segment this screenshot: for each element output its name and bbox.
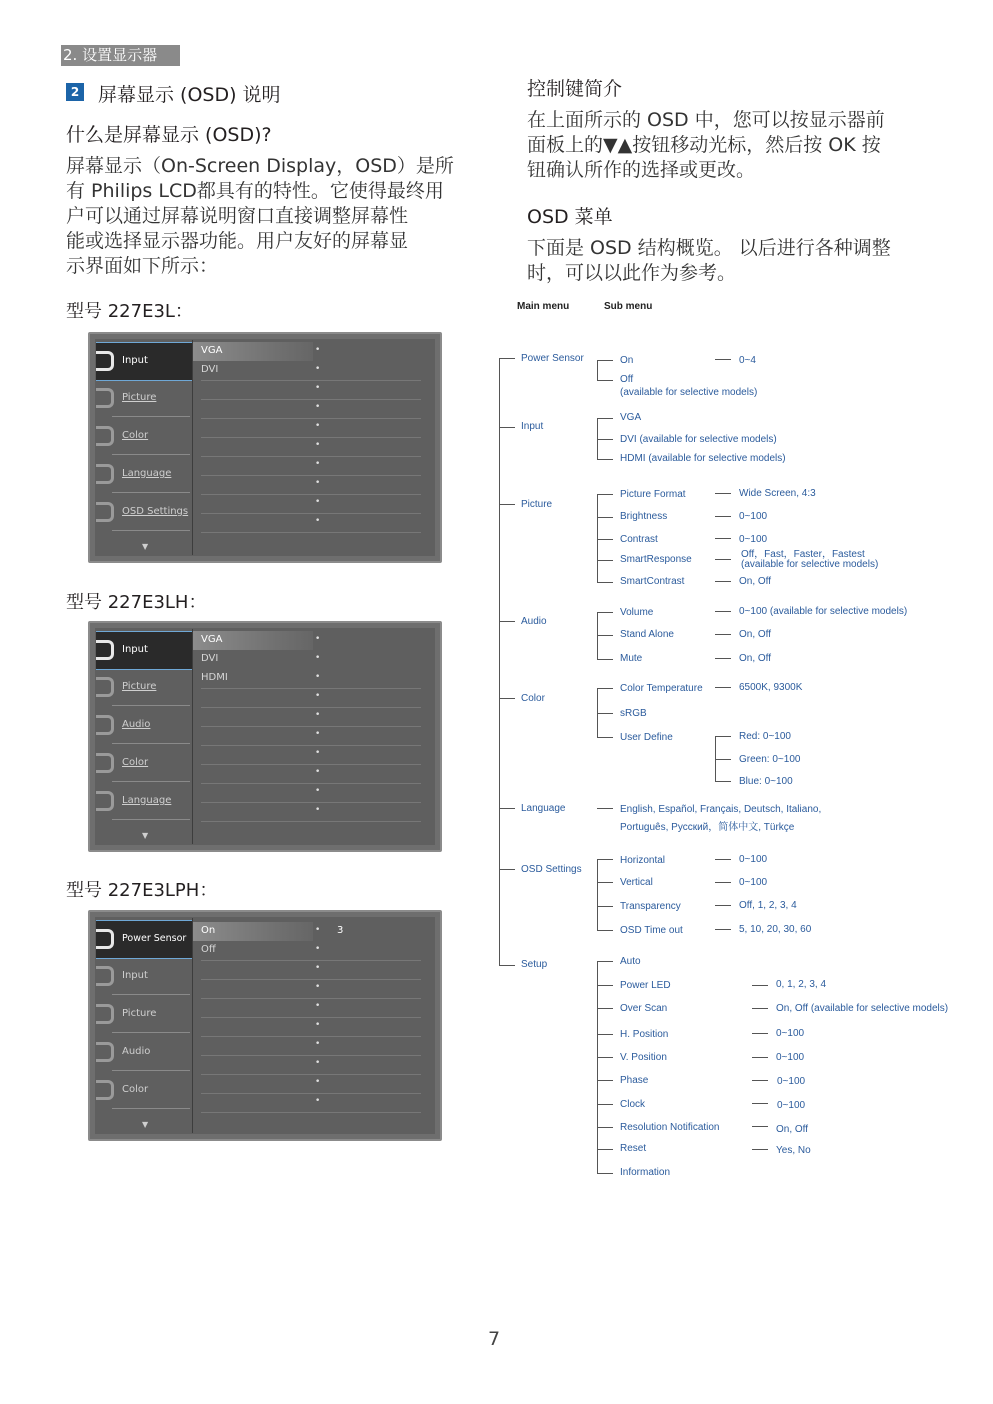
- tree-item: Horizontal: [620, 855, 666, 866]
- tree-value: 0~4: [739, 355, 756, 366]
- tree-item: DVI (available for selective models): [620, 434, 777, 445]
- scroll-down-arrow-icon: ▼: [142, 1120, 149, 1129]
- section-title: 屏幕显示 (OSD) 说明: [98, 84, 281, 106]
- main-menu-header: Main menu: [517, 301, 570, 312]
- tree-value: 0~100: [739, 534, 768, 545]
- tree-value: 0~100: [739, 854, 768, 865]
- tree-item: Português, Русский，简体中文, Türkçe: [620, 822, 795, 833]
- osd-menu-label: Input: [122, 355, 148, 366]
- tree-value: On, Off: [739, 653, 772, 664]
- tree-item: HDMI (available for selective models): [620, 453, 786, 464]
- tree-picture: Picture: [521, 499, 553, 510]
- tree-value: 0~100 (available for selective models): [739, 606, 908, 617]
- tree-input: Input: [521, 421, 544, 432]
- tree-value: 0~100: [777, 1100, 806, 1111]
- osd-screenshot-227e3l: Input Picture Color Language OSD Settings ▼ VGA DVI • • • • • • • • • •: [88, 332, 442, 563]
- body-line: 有 Philips LCD都具有的特性。它使得最终用: [66, 180, 444, 202]
- tree-value: On, Off: [739, 629, 772, 640]
- section-number-badge: 2: [66, 83, 84, 101]
- tree-language: Language: [521, 803, 566, 814]
- osd-screenshot-227e3lph: Power Sensor Input Picture Audio Color ▼ On Off 3 • • • • • • • • • •: [88, 910, 442, 1141]
- tree-item: On: [620, 355, 634, 366]
- osd-menu-label: Language: [122, 468, 172, 479]
- tree-value: 0, 1, 2, 3, 4: [776, 979, 827, 990]
- osd-sub-on: On: [193, 922, 313, 941]
- osd-menu-label: Color: [122, 757, 149, 768]
- page-number: 7: [488, 1328, 501, 1350]
- tree-item: Over Scan: [620, 1003, 668, 1014]
- tree-item: Resolution Notification: [620, 1122, 720, 1133]
- osd-menu-label: Input: [122, 970, 148, 981]
- tree-item: SmartResponse: [620, 554, 692, 565]
- tree-value: Off，Fast，Faster，Fastest: [741, 549, 865, 560]
- osd-sub-dvi: DVI: [201, 364, 219, 375]
- model-227e3lph-label: 型号 227E3LPH：: [66, 880, 218, 901]
- tree-value: 6500K, 9300K: [739, 682, 803, 693]
- tree-value: 5, 10, 20, 30, 60: [739, 924, 812, 935]
- osd-sub-vga: VGA: [193, 342, 313, 361]
- osd-menu-label: Input: [122, 644, 148, 655]
- osd-menu-label: Picture: [122, 392, 157, 403]
- tree-item: Transparency: [620, 901, 681, 912]
- tree-item: Volume: [620, 607, 654, 618]
- tree-item: Power LED: [620, 980, 671, 991]
- tree-note: (available for selective models): [741, 559, 879, 570]
- tree-osd-settings: OSD Settings: [521, 864, 582, 875]
- tree-value: 0~100: [777, 1076, 806, 1087]
- tree-value: 0~100: [776, 1028, 805, 1039]
- osd-menu-label: Color: [122, 430, 149, 441]
- model-227e3l-label: 型号 227E3L：: [66, 301, 193, 322]
- tree-item: Information: [620, 1167, 671, 1178]
- tree-item: Mute: [620, 653, 643, 664]
- tree-item: Phase: [620, 1075, 649, 1086]
- tree-item: OSD Time out: [620, 925, 683, 936]
- what-is-osd-title: 什么是屏幕显示 (OSD)?: [66, 124, 272, 146]
- tree-power-sensor: Power Sensor: [521, 353, 584, 364]
- body-line: 面板上的▼▲按钮移动光标，然后按 OK 按: [527, 134, 881, 156]
- osd-sub-off: Off: [201, 944, 216, 955]
- tree-color: Color: [521, 693, 545, 704]
- osd-menu-label: Audio: [122, 719, 151, 730]
- tree-item: Brightness: [620, 511, 668, 522]
- tree-value: 0~100: [776, 1052, 805, 1063]
- tree-value: 0~100: [739, 877, 768, 888]
- tree-value: Yes, No: [776, 1145, 811, 1156]
- tree-item: H. Position: [620, 1029, 669, 1040]
- tree-setup: Setup: [521, 959, 548, 970]
- tree-item: Color Temperature: [620, 683, 703, 694]
- osd-menu-label: OSD Settings: [122, 506, 189, 517]
- osd-menu-label: Language: [122, 795, 172, 806]
- scroll-down-arrow-icon: ▼: [142, 542, 149, 551]
- tree-value: Red: 0~100: [739, 731, 791, 742]
- osd-screenshot-227e3lh: Input Picture Audio Color Language ▼ VGA DVI HDMI • • • • • • • • • •: [88, 621, 442, 852]
- tree-value: Off, 1, 2, 3, 4: [739, 900, 797, 911]
- tree-value: On, Off: [739, 576, 772, 587]
- body-line: 钮确认所作的选择或更改。: [527, 159, 756, 181]
- tree-value: Blue: 0~100: [739, 776, 793, 787]
- section-tab: 2. 设置显示器: [61, 45, 180, 66]
- osd-menu-label: Picture: [122, 1008, 157, 1019]
- body-line: 在上面所示的 OSD 中，您可以按显示器前: [527, 109, 885, 131]
- body-line: 屏幕显示（On-Screen Display，OSD）是所: [66, 155, 454, 177]
- tree-item: Auto: [620, 956, 641, 967]
- tree-note: (available for selective models): [620, 387, 758, 398]
- tree-item: Off: [620, 374, 634, 385]
- tree-item: User Define: [620, 732, 673, 743]
- tree-value: 0~100: [739, 511, 768, 522]
- tree-item: V. Position: [620, 1052, 667, 1063]
- osd-menu-label: Audio: [122, 1046, 151, 1057]
- osd-menu-title: OSD 菜单: [527, 206, 613, 228]
- body-line: 户可以通过屏幕说明窗口直接调整屏幕性: [66, 205, 409, 227]
- osd-sub-dvi: DVI: [201, 653, 219, 664]
- osd-menu-label: Color: [122, 1084, 149, 1095]
- tree-item: Picture Format: [620, 489, 686, 500]
- tree-item: SmartContrast: [620, 576, 685, 587]
- tree-value: Green: 0~100: [739, 754, 801, 765]
- osd-menu-label: Power Sensor: [122, 933, 187, 944]
- body-line: 时，可以以此作为参考。: [527, 262, 737, 284]
- body-line: 示界面如下所示：: [66, 255, 219, 277]
- model-227e3lh-label: 型号 227E3LH：: [66, 592, 207, 613]
- sub-menu-header: Sub menu: [604, 301, 653, 312]
- tree-item: Contrast: [620, 534, 658, 545]
- tree-value: On, Off (available for selective models): [776, 1003, 949, 1014]
- osd-menu-label: Picture: [122, 681, 157, 692]
- tree-item: sRGB: [620, 708, 647, 719]
- tree-item: English, Español, Français, Deutsch, Italiano,: [620, 804, 822, 815]
- body-line: 能或选择显示器功能。用户友好的屏幕显: [66, 230, 409, 252]
- control-keys-title: 控制键简介: [527, 78, 623, 100]
- tree-value: Wide Screen, 4:3: [739, 488, 816, 499]
- tree-value: On, Off: [776, 1124, 809, 1135]
- tree-item: Stand Alone: [620, 629, 674, 640]
- tree-item: VGA: [620, 412, 642, 423]
- tree-item: Clock: [620, 1099, 646, 1110]
- tree-item: Vertical: [620, 877, 653, 888]
- osd-sub-vga: VGA: [193, 631, 313, 650]
- power-sensor-value: 3: [337, 925, 344, 936]
- tree-item: Reset: [620, 1143, 647, 1154]
- osd-sub-hdmi: HDMI: [201, 672, 228, 683]
- tree-audio: Audio: [521, 616, 547, 627]
- body-line: 下面是 OSD 结构概览。 以后进行各种调整: [527, 237, 891, 259]
- scroll-down-arrow-icon: ▼: [142, 831, 149, 840]
